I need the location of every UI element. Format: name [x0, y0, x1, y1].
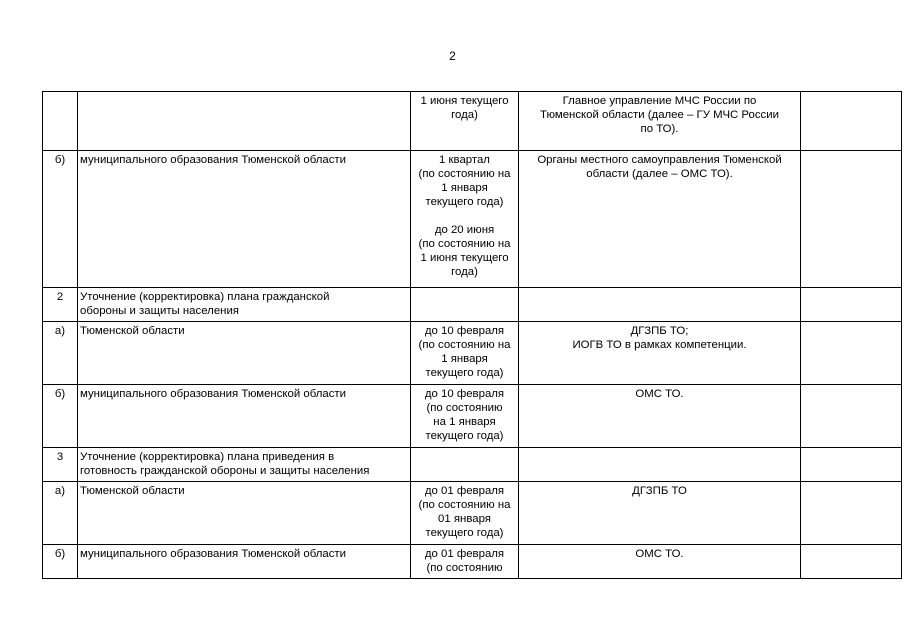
row-note	[801, 545, 902, 579]
table-row	[43, 92, 902, 151]
table-row	[43, 288, 902, 322]
row-name: Тюменской области	[78, 322, 411, 385]
row-number: 2	[43, 288, 78, 322]
term-second: до 20 июня (по состоянию на 1 июня текущего года)	[418, 224, 511, 278]
row-number	[43, 92, 78, 151]
row-number: б)	[43, 385, 78, 448]
row-executor	[519, 288, 801, 322]
row-number: 3	[43, 448, 78, 482]
row-name: муниципального образования Тюменской области	[78, 385, 411, 448]
table-row	[43, 322, 902, 385]
row-number: а)	[43, 322, 78, 385]
row-term: до 10 февраля (по состоянию на 1 января текущего года)	[411, 385, 519, 448]
row-note	[801, 448, 902, 482]
table-row	[43, 448, 902, 482]
row-term: 1 июня текущего года)	[411, 92, 519, 151]
table-row	[43, 385, 902, 448]
row-number: б)	[43, 545, 78, 579]
row-term	[411, 288, 519, 322]
row-executor: ОМС ТО.	[519, 545, 801, 579]
row-term: до 10 февраля (по состоянию на 1 января текущего года)	[411, 322, 519, 385]
row-executor: ДГЗПБ ТО; ИОГВ ТО в рамках компетенции.	[519, 322, 801, 385]
row-name: муниципального образования Тюменской области	[78, 151, 411, 288]
row-note	[801, 288, 902, 322]
term-first: 1 квартал (по состоянию на 1 января текущего года)	[418, 154, 511, 208]
row-executor	[519, 448, 801, 482]
row-term	[411, 151, 519, 288]
table-row	[43, 482, 902, 545]
row-executor: ДГЗПБ ТО	[519, 482, 801, 545]
row-note	[801, 385, 902, 448]
row-term: до 01 февраля (по состоянию	[411, 545, 519, 579]
row-executor: Главное управление МЧС России по Тюменской области (далее – ГУ МЧС России по ТО).	[519, 92, 801, 151]
row-number: б)	[43, 151, 78, 288]
row-executor: Органы местного самоуправления Тюменской области (далее – ОМС ТО).	[519, 151, 801, 288]
plan-table	[42, 91, 902, 579]
row-note	[801, 151, 902, 288]
row-name: Уточнение (корректировка) плана приведения в готовность гражданской обороны и защиты населения	[78, 448, 411, 482]
row-term: до 01 февраля (по состоянию на 01 января текущего года)	[411, 482, 519, 545]
row-note	[801, 482, 902, 545]
row-term	[411, 448, 519, 482]
row-executor: ОМС ТО.	[519, 385, 801, 448]
row-name: Уточнение (корректировка) плана гражданской обороны и защиты населения	[78, 288, 411, 322]
row-note	[801, 92, 902, 151]
row-name: Тюменской области	[78, 482, 411, 545]
table-row	[43, 151, 902, 288]
page-number: 2	[449, 49, 456, 63]
row-name	[78, 92, 411, 151]
row-note	[801, 322, 902, 385]
row-name: муниципального образования Тюменской области	[78, 545, 411, 579]
table-row	[43, 545, 902, 579]
row-number: а)	[43, 482, 78, 545]
